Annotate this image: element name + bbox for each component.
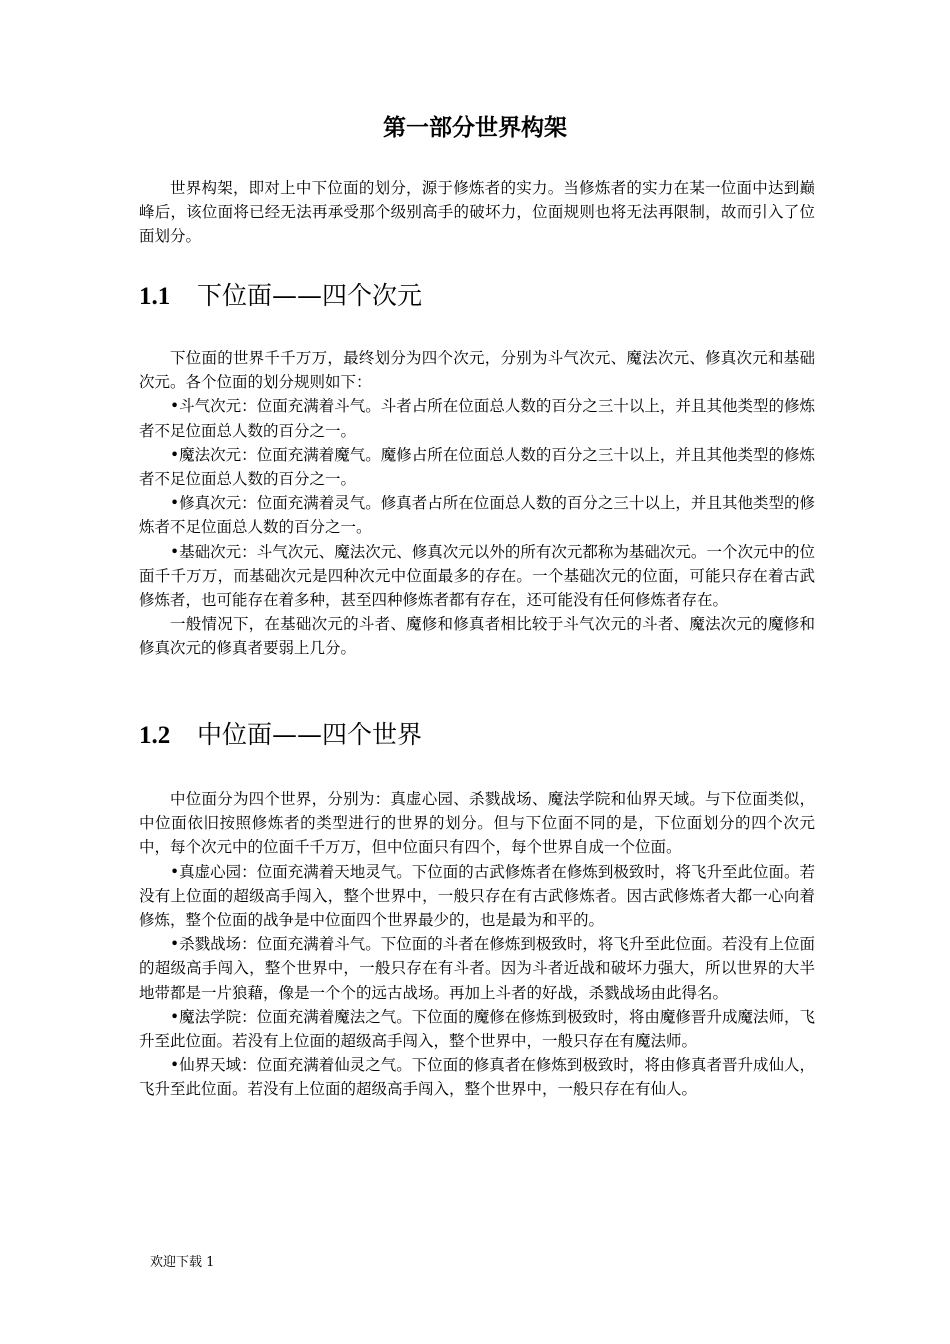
bullet-item: •基础次元：斗气次元、魔法次元、修真次元以外的所有次元都称为基础次元。一个次元中的位面千千万万，而基础次元是四种次元中位面最多的存在。一个基础次元的位面，可能只存在着古武修炼者，也可能存在着多种，甚至四种修炼者都有存在，还可能没有任何修炼者存在。 [139, 542, 815, 610]
bullet-item: •魔法次元：位面充满着魔气。魔修占所在位面总人数的百分之三十以上，并且其他类型的修炼者不足位面总人数的百分之一。 [139, 445, 815, 489]
paragraph: 中位面分为四个世界，分别为：真虚心园、杀戮战场、魔法学院和仙界天域。与下位面类似，中位面依旧按照修炼者的类型进行的世界的划分。但与下位面不同的是，下位面划分的四个次元中，每个次元中的位面千千万万，但中位面只有四个，每个世界自成一个位面。 [139, 790, 815, 857]
section-heading-1-1 [139, 280, 422, 313]
section-title: 下位面——四个次元 [197, 281, 423, 310]
bullet-item: •杀戮战场：位面充满着斗气。下位面的斗者在修炼到极致时，将飞升至此位面。若没有上位面的超级高手闯入，整个世界中，一般只存在有斗者。因为斗者近战和破坏力强大，所以世界的大半地带都是一片狼藉，像是一个个的远古战场。再加上斗者的好战，杀戮战场由此得名。 [139, 935, 815, 1002]
page-footer: 欢迎下载 1 [150, 1255, 215, 1270]
bullet-item: •斗气次元：位面充满着斗气。斗者占所在位面总人数的百分之三十以上，并且其他类型的修炼者不足位面总人数的百分之一。 [139, 397, 815, 440]
section-1-1-body [139, 346, 815, 661]
intro-paragraph: 世界构架，即对上中下位面的划分，源于修炼者的实力。当修炼者的实力在某一位面中达到巅峰后，该位面将已经无法再承受那个级别高手的破坏力，位面规则也将无法再限制，故而引入了位面划分。 [139, 179, 815, 246]
section-number: 1.2 [139, 722, 171, 749]
bullet-item: •真虚心园：位面充满着天地灵气。下位面的古武修炼者在修炼到极致时，将飞升至此位面。若没有上位面的超级高手闯入，整个世界中，一般只存在有古武修炼者。因古武修炼者大都一心向着修炼，整个位面的战争是中位面四个世界最少的，也是最为和平的。 [139, 862, 815, 930]
paragraph: 一般情况下，在基础次元的斗者、魔修和修真者相比较于斗气次元的斗者、魔法次元的魔修和修真次元的修真者要弱上几分。 [139, 615, 815, 658]
bullet-item: •修真次元：位面充满着灵气。修真者占所在位面总人数的百分之三十以上，并且其他类型的修炼者不足位面总人数的百分之一。 [139, 494, 815, 537]
section-number: 1.1 [139, 283, 171, 310]
bullet-item: •仙界天域：位面充满着仙灵之气。下位面的修真者在修炼到极致时，将由修真者晋升成仙人，飞升至此位面。若没有上位面的超级高手闯入，整个世界中，一般只存在有仙人。 [139, 1056, 815, 1099]
bullet-item: •魔法学院：位面充满着魔法之气。下位面的魔修在修炼到极致时，将由魔修晋升成魔法师，飞升至此位面。若没有上位面的超级高手闯入，整个世界中，一般只存在有魔法师。 [139, 1007, 815, 1051]
intro-block [139, 176, 815, 249]
section-1-2-body [139, 787, 815, 1102]
section-title: 中位面——四个世界 [197, 720, 423, 749]
section-heading-1-2 [139, 719, 422, 752]
paragraph: 下位面的世界千千万万，最终划分为四个次元，分别为斗气次元、魔法次元、修真次元和基础次元。各个位面的划分规则如下： [139, 349, 815, 392]
page-title: 第一部分世界构架 [383, 115, 567, 141]
